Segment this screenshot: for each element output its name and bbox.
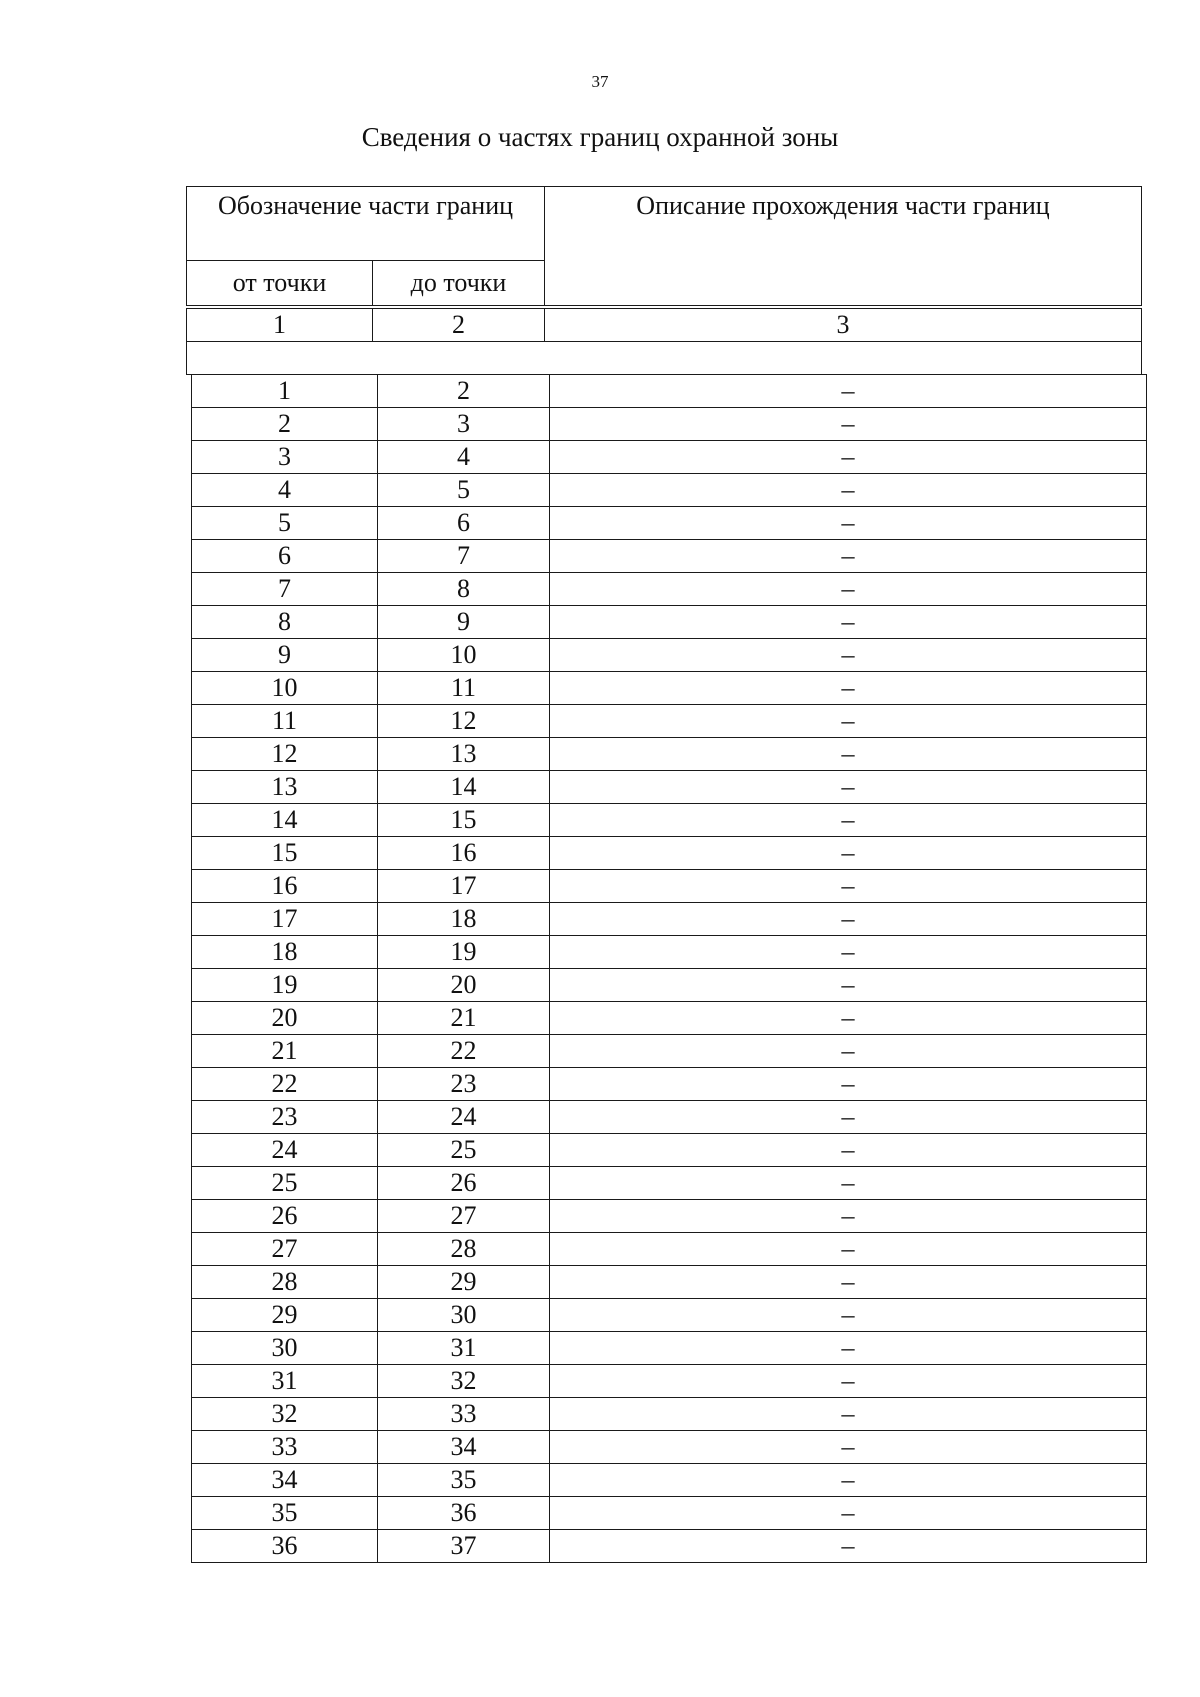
table-row [192,1101,1147,1134]
description-cell: – [550,441,1147,474]
description-cell: – [550,375,1147,408]
description-cell: – [550,804,1147,837]
to-point-cell: 28 [378,1233,550,1266]
from-point-cell: 21 [192,1035,378,1068]
description-cell: – [550,573,1147,606]
from-point-cell: 29 [192,1299,378,1332]
to-point-cell: 19 [378,936,550,969]
from-point-cell: 4 [192,474,378,507]
from-point-cell: 28 [192,1266,378,1299]
from-point-cell: 1 [192,375,378,408]
table-row [192,474,1147,507]
description-cell: – [550,870,1147,903]
to-point-cell: 6 [378,507,550,540]
header-from-label: от точки [187,261,373,306]
from-point-cell: 34 [192,1464,378,1497]
to-point-cell: 7 [378,540,550,573]
from-point-cell: 27 [192,1233,378,1266]
to-point-cell: 16 [378,837,550,870]
from-point-cell: 18 [192,936,378,969]
header-to-label: до точки [373,261,545,306]
from-point-cell: 33 [192,1431,378,1464]
description-cell: – [550,1299,1147,1332]
description-cell: – [550,1101,1147,1134]
to-point-cell: 29 [378,1266,550,1299]
to-point-cell: 27 [378,1200,550,1233]
description-cell: – [550,903,1147,936]
to-point-cell: 35 [378,1464,550,1497]
from-point-cell: 3 [192,441,378,474]
to-point-cell: 26 [378,1167,550,1200]
column-number-cell: 3 [545,309,1142,342]
table-row [192,1299,1147,1332]
from-point-cell: 26 [192,1200,378,1233]
table-row [192,936,1147,969]
from-point-cell: 8 [192,606,378,639]
to-point-cell: 15 [378,804,550,837]
header-description-label: Описание прохождения части границ [545,187,1142,306]
from-point-cell: 11 [192,705,378,738]
from-point-cell: 6 [192,540,378,573]
description-cell: – [550,1365,1147,1398]
blank-row [187,342,1142,375]
to-point-cell: 22 [378,1035,550,1068]
to-point-cell: 36 [378,1497,550,1530]
table-row [192,1200,1147,1233]
column-number-cell: 2 [373,309,545,342]
from-point-cell: 24 [192,1134,378,1167]
table-row [192,1002,1147,1035]
description-cell: – [550,639,1147,672]
table-header [186,186,1142,306]
to-point-cell: 32 [378,1365,550,1398]
description-cell: – [550,936,1147,969]
from-point-cell: 32 [192,1398,378,1431]
description-cell: – [550,705,1147,738]
blank-cell [187,342,1142,375]
table-column-numbers [186,308,1142,375]
table-row [192,1365,1147,1398]
description-cell: – [550,1398,1147,1431]
table-row [192,705,1147,738]
table-row [192,903,1147,936]
page-title: Сведения о частях границ охранной зоны [361,122,839,152]
to-point-cell: 13 [378,738,550,771]
table-row [192,672,1147,705]
from-point-cell: 25 [192,1167,378,1200]
table-row [192,507,1147,540]
from-point-cell: 23 [192,1101,378,1134]
description-cell: – [550,507,1147,540]
column-number-cell: 1 [187,309,373,342]
table-row [192,573,1147,606]
to-point-cell: 23 [378,1068,550,1101]
table-row [192,837,1147,870]
to-point-cell: 4 [378,441,550,474]
description-cell: – [550,1497,1147,1530]
from-point-cell: 36 [192,1530,378,1563]
to-point-cell: 25 [378,1134,550,1167]
table-row [192,738,1147,771]
from-point-cell: 7 [192,573,378,606]
table-row [192,606,1147,639]
table-row [192,1233,1147,1266]
from-point-cell: 9 [192,639,378,672]
table-row [192,870,1147,903]
table-row [192,1167,1147,1200]
from-point-cell: 17 [192,903,378,936]
to-point-cell: 5 [378,474,550,507]
table-row [192,1497,1147,1530]
table-row [192,1266,1147,1299]
description-cell: – [550,1332,1147,1365]
table-row [192,540,1147,573]
description-cell: – [550,738,1147,771]
table-row [192,804,1147,837]
from-point-cell: 22 [192,1068,378,1101]
description-cell: – [550,408,1147,441]
from-point-cell: 15 [192,837,378,870]
from-point-cell: 2 [192,408,378,441]
table-row [192,1068,1147,1101]
description-cell: – [550,837,1147,870]
description-cell: – [550,1431,1147,1464]
description-cell: – [550,1233,1147,1266]
description-cell: – [550,540,1147,573]
description-cell: – [550,1134,1147,1167]
description-cell: – [550,1200,1147,1233]
column-number-row [187,309,1142,342]
to-point-cell: 37 [378,1530,550,1563]
table-row [192,441,1147,474]
description-cell: – [550,1464,1147,1497]
to-point-cell: 17 [378,870,550,903]
header-group-label: Обозначение части границ [187,187,545,261]
to-point-cell: 3 [378,408,550,441]
from-point-cell: 19 [192,969,378,1002]
description-cell: – [550,1266,1147,1299]
table-row [192,408,1147,441]
page-number: 37 [591,72,609,91]
from-point-cell: 31 [192,1365,378,1398]
table-row [192,1464,1147,1497]
description-cell: – [550,1530,1147,1563]
to-point-cell: 21 [378,1002,550,1035]
description-cell: – [550,1035,1147,1068]
to-point-cell: 10 [378,639,550,672]
from-point-cell: 10 [192,672,378,705]
table-row [192,969,1147,1002]
to-point-cell: 34 [378,1431,550,1464]
from-point-cell: 20 [192,1002,378,1035]
table-row [192,375,1147,408]
description-cell: – [550,771,1147,804]
table-row [192,1530,1147,1563]
to-point-cell: 12 [378,705,550,738]
from-point-cell: 16 [192,870,378,903]
description-cell: – [550,969,1147,1002]
table-row [192,1431,1147,1464]
description-cell: – [550,1002,1147,1035]
to-point-cell: 24 [378,1101,550,1134]
description-cell: – [550,1167,1147,1200]
to-point-cell: 31 [378,1332,550,1365]
to-point-cell: 11 [378,672,550,705]
description-cell: – [550,1068,1147,1101]
table-body [192,375,1147,1563]
from-point-cell: 13 [192,771,378,804]
table-row [192,1035,1147,1068]
to-point-cell: 20 [378,969,550,1002]
to-point-cell: 18 [378,903,550,936]
table-row [192,1332,1147,1365]
description-cell: – [550,606,1147,639]
from-point-cell: 30 [192,1332,378,1365]
boundary-parts-table [191,374,1147,1563]
to-point-cell: 14 [378,771,550,804]
to-point-cell: 8 [378,573,550,606]
from-point-cell: 14 [192,804,378,837]
table-row [192,771,1147,804]
from-point-cell: 12 [192,738,378,771]
from-point-cell: 35 [192,1497,378,1530]
to-point-cell: 30 [378,1299,550,1332]
to-point-cell: 33 [378,1398,550,1431]
to-point-cell: 9 [378,606,550,639]
description-cell: – [550,672,1147,705]
table-row [192,1398,1147,1431]
from-point-cell: 5 [192,507,378,540]
table-row [192,639,1147,672]
table-row [192,1134,1147,1167]
description-cell: – [550,474,1147,507]
to-point-cell: 2 [378,375,550,408]
